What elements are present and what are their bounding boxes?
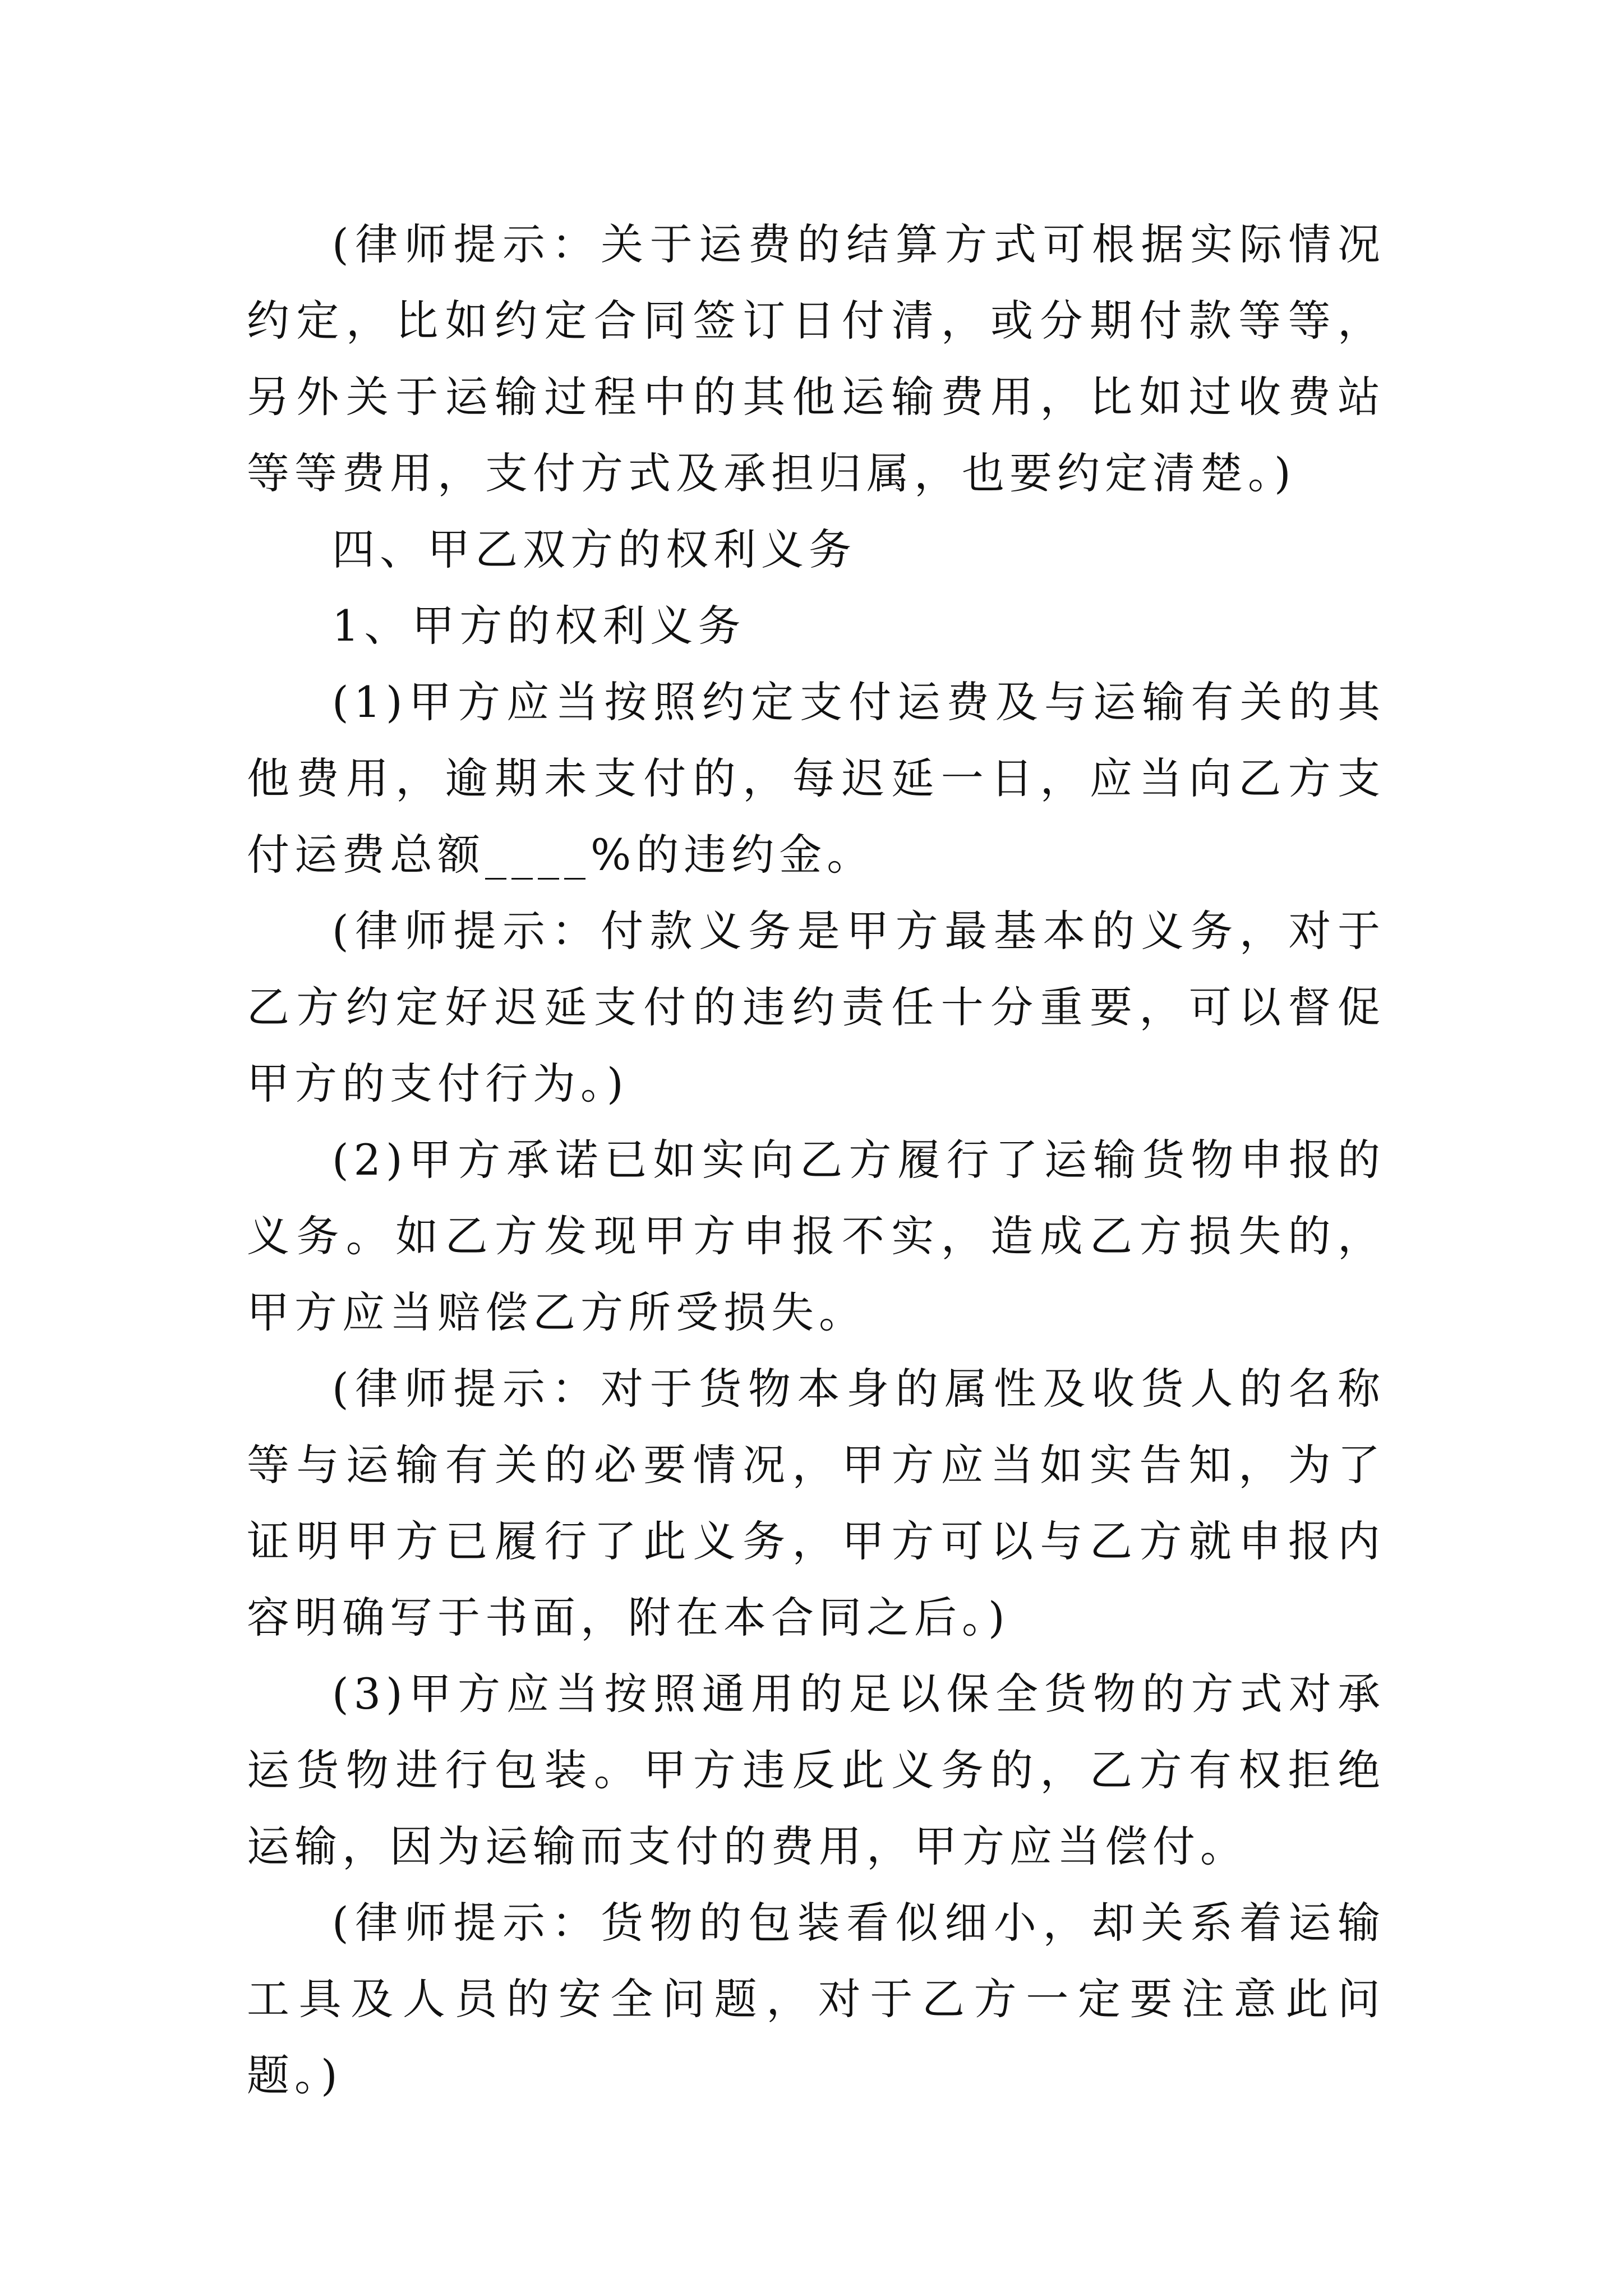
lawyer-tip-packaging: (律师提示：货物的包装看似细小，却关系着运输工具及人员的安全问题，对于乙方一定要注意此问题。) (247, 1898, 1385, 2100)
clause-2-declaration: (2)甲方承诺已如实向乙方履行了运输货物申报的义务。如乙方发现甲方申报不实，造成乙方损失的，甲方应当赔偿乙方所受损失。 (247, 1135, 1385, 1337)
clause-3-packaging: (3)甲方应当按照通用的足以保全货物的方式对承运货物进行包装。甲方违反此义务的，乙方有权拒绝运输，因为运输而支付的费用，甲方应当偿付。 (247, 1669, 1385, 1871)
lawyer-tip-payment: (律师提示：付款义务是甲方最基本的义务，对于乙方约定好迟延支付的违约责任十分重要，可以督促甲方的支付行为。) (247, 906, 1385, 1108)
clause-1-payment: (1)甲方应当按照约定支付运费及与运输有关的其他费用，逾期未支付的，每迟延一日，应当向乙方支付运费总额____%的违约金。 (247, 677, 1385, 880)
lawyer-tip-declaration: (律师提示：对于货物本身的属性及收货人的名称等与运输有关的必要情况，甲方应当如实告知，为了证明甲方已履行了此义务，甲方可以与乙方就申报内容明确写于书面，附在本合同之后。) (247, 1364, 1385, 1642)
document-body (247, 206, 1385, 2114)
section-heading-rights-obligations: 四、甲乙双方的权利义务 (332, 524, 856, 574)
lawyer-tip-freight-settlement: (律师提示：关于运费的结算方式可根据实际情况约定，比如约定合同签订日付清，或分期付款等等，另外关于运输过程中的其他运输费用，比如过收费站等等费用，支付方式及承担归属，也要约定清楚。) (247, 219, 1385, 498)
subsection-heading-party-a: 1、甲方的权利义务 (332, 601, 746, 651)
